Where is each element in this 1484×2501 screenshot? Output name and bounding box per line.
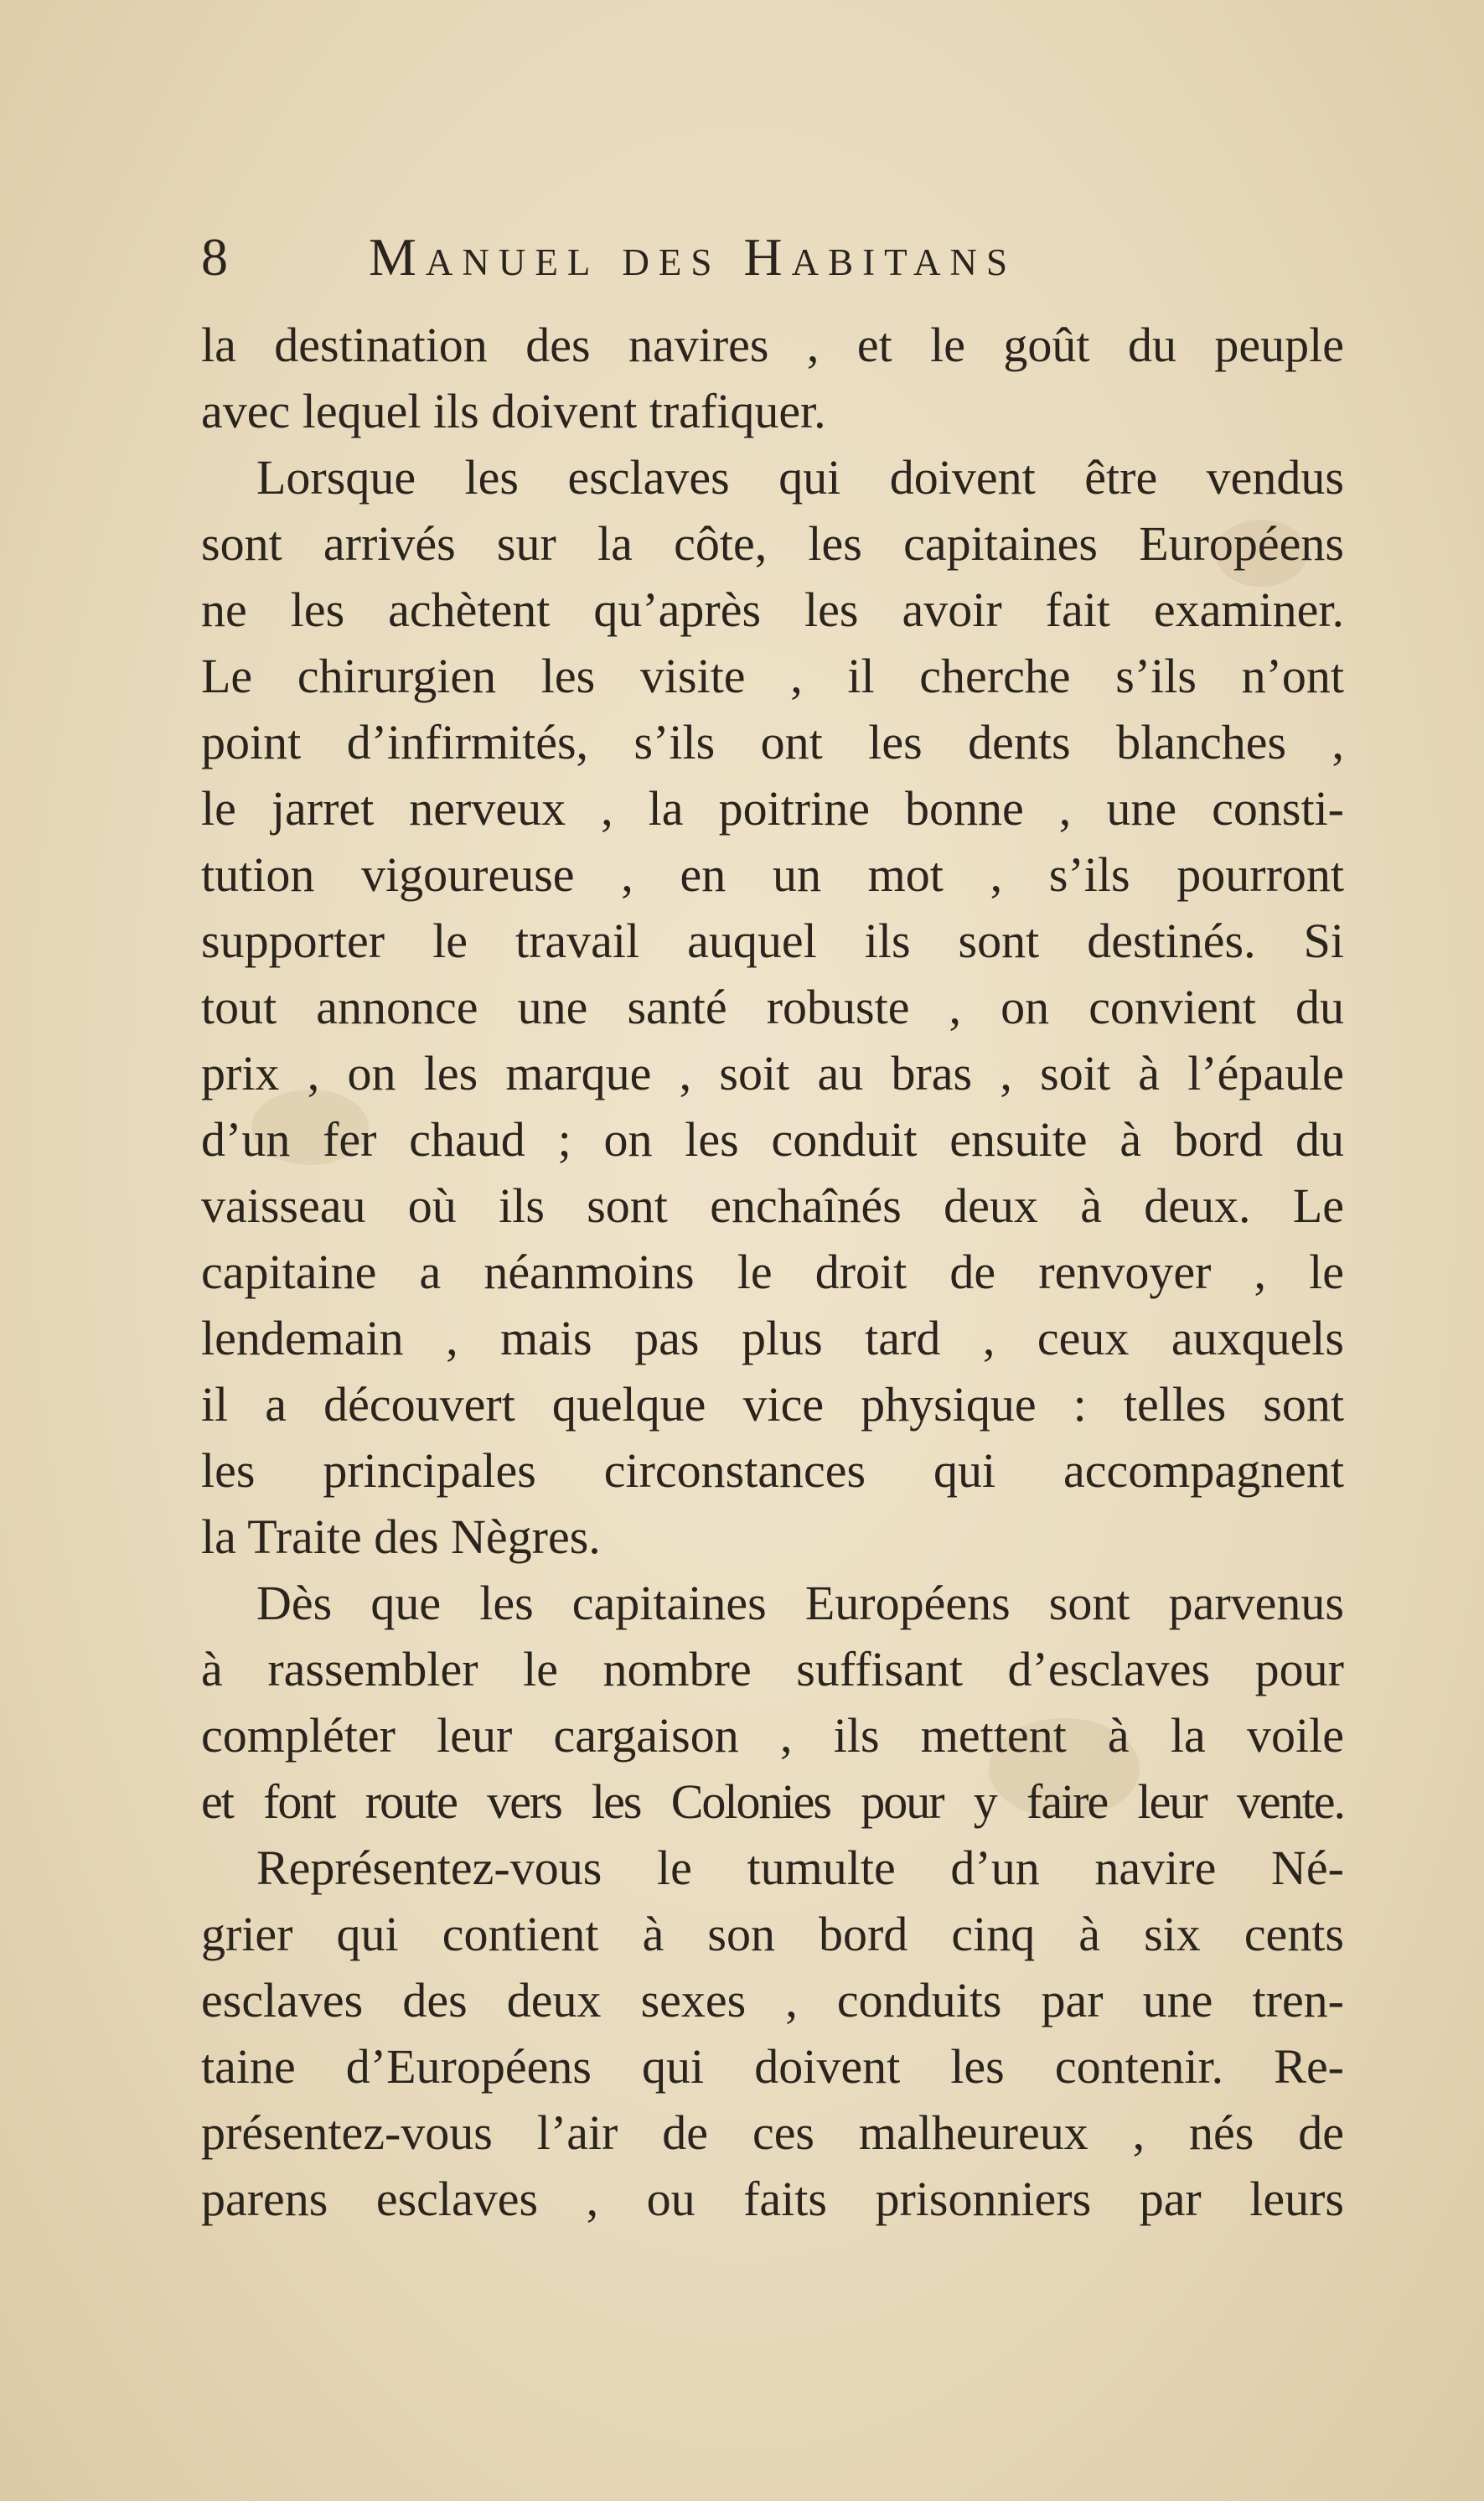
text-line: le jarret nerveux , la poitrine bonne , une consti- <box>201 781 1344 836</box>
text-line: esclaves des deux sexes , conduits par une tren- <box>201 1973 1344 2027</box>
paragraph-4 <box>201 1835 1344 2232</box>
paragraph-3 <box>201 1570 1344 1835</box>
text-line: à rassembler le nombre suffisant d’esclaves pour <box>201 1642 1344 1696</box>
text-line: supporter le travail auquel ils sont destinés. Si <box>201 914 1344 968</box>
paragraph-1 <box>201 312 1344 444</box>
text-line: il a découvert quelque vice physique : telles sont <box>201 1377 1344 1432</box>
text-line: vaisseau où ils sont enchaînés deux à deux. Le <box>201 1178 1344 1233</box>
text-line: présentez-vous l’air de ces malheureux , nés de <box>201 2105 1344 2160</box>
text-line: taine d’Européens qui doivent les contenir. Re- <box>201 2039 1344 2094</box>
text-line: tout annonce une santé robuste , on convient du <box>201 980 1344 1034</box>
text-line: grier qui contient à son bord cinq à six cents <box>201 1907 1344 1961</box>
text-line: compléter leur cargaison , ils mettent à la voile <box>201 1708 1344 1763</box>
text-line: lendemain , mais pas plus tard , ceux auxquels <box>201 1311 1344 1365</box>
text-line: parens esclaves , ou faits prisonniers par leurs <box>201 2172 1344 2226</box>
text-line: la Traite des Nègres. <box>201 1509 601 1564</box>
text-line: prix , on les marque , soit au bras , soit à l’épaule <box>201 1046 1344 1100</box>
text-line: point d’infirmités, s’ils ont les dents blanches , <box>201 715 1344 769</box>
running-header <box>201 220 1182 295</box>
text-line: avec lequel ils doivent trafiquer. <box>201 384 826 438</box>
text-line: d’un fer chaud ; on les conduit ensuite à bord du <box>201 1112 1344 1167</box>
text-line: ne les achètent qu’après les avoir fait examiner. <box>201 583 1344 637</box>
text-line: sont arrivés sur la côte, les capitaines Européens <box>201 516 1344 571</box>
text-line: Dès que les capitaines Européens sont parvenus <box>256 1576 1344 1630</box>
text-line: la destination des navires , et le goût du peuple <box>201 318 1344 372</box>
text-line: Lorsque les esclaves qui doivent être vendus <box>256 450 1344 505</box>
text-line: Le chirurgien les visite , il cherche s’ils n’ont <box>201 649 1344 703</box>
text-line: tution vigoureuse , en un mot , s’ils pourront <box>201 847 1344 902</box>
text-line: les principales circonstances qui accompagnent <box>201 1443 1344 1498</box>
text-line: Représentez-vous le tumulte d’un navire Né- <box>256 1841 1344 1895</box>
paragraph-2 <box>201 444 1344 1570</box>
page-number: 8 <box>201 227 228 287</box>
text-line: et font route vers les Colonies pour y faire leur vente. <box>201 1774 1344 1829</box>
body-text <box>201 312 1344 2232</box>
text-line: capitaine a néanmoins le droit de renvoyer , le <box>201 1245 1344 1299</box>
running-title: Manuel des Habitans <box>369 227 1017 287</box>
